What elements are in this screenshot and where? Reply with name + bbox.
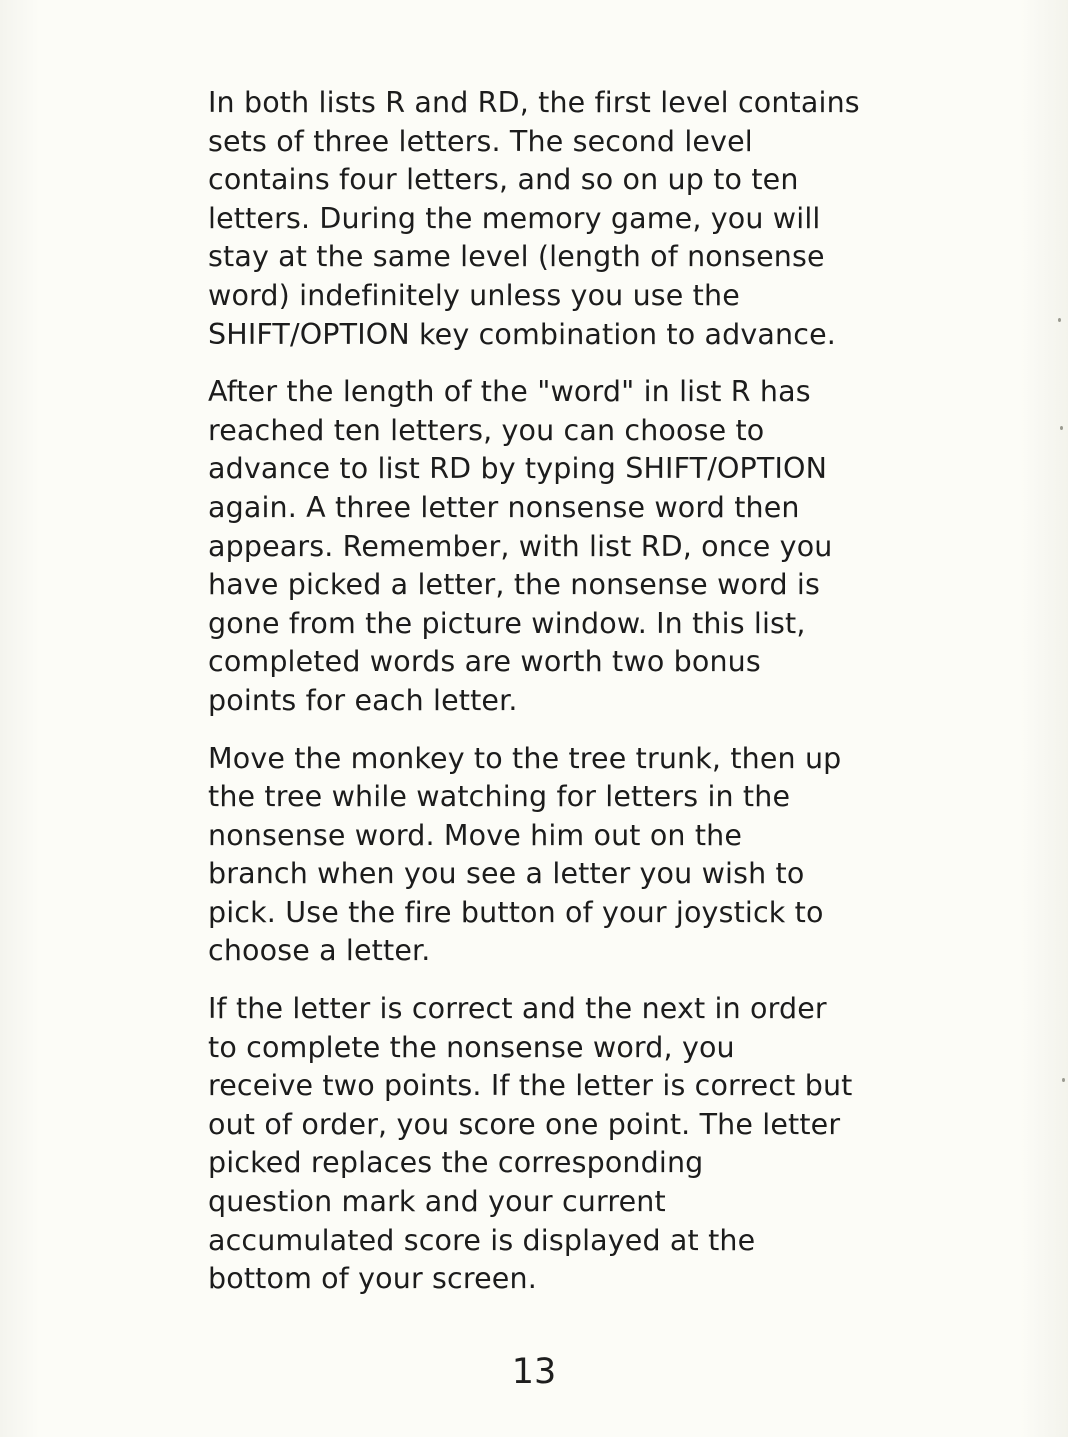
paragraph-scoring: If the letter is correct and the next in order to complete the nonsense word, you receive two points. If the letter is correct but out of order, you score one point. The letter picked replaces the corresponding question mark and your current accumulated score is displayed at the bottom of your screen. [208, 992, 853, 1296]
paragraph-list-rd: After the length of the "word" in list R has reached ten letters, you can choose to advance to list RD by typing SHIFT/OPTION again. A three letter nonsense word then appears. Remember, with list RD, once you have picked a letter, the nonsense word is gone from the picture window. In this list, completed words are worth two bonus points for each letter. [208, 375, 833, 717]
body-text [208, 84, 928, 1318]
paragraph-levels: In both lists R and RD, the first level contains sets of three letters. The second level contains four letters, and so on up to ten letters. During the memory game, you will stay at the same level (length of nonsense word) indefinitely unless you use the SHIFT/OPTION key combination to advance. [208, 86, 860, 351]
paragraph-monkey: Move the monkey to the tree trunk, then up the tree while watching for letters in the nonsense word. Move him out on the branch when you see a letter you wish to pick. Use the fire button of your joystick to choose a letter. [208, 741, 842, 968]
scan-speck [1058, 318, 1061, 322]
page-number: 13 [511, 1352, 557, 1392]
scan-speck [1062, 1078, 1065, 1082]
scan-speck [1060, 426, 1063, 430]
